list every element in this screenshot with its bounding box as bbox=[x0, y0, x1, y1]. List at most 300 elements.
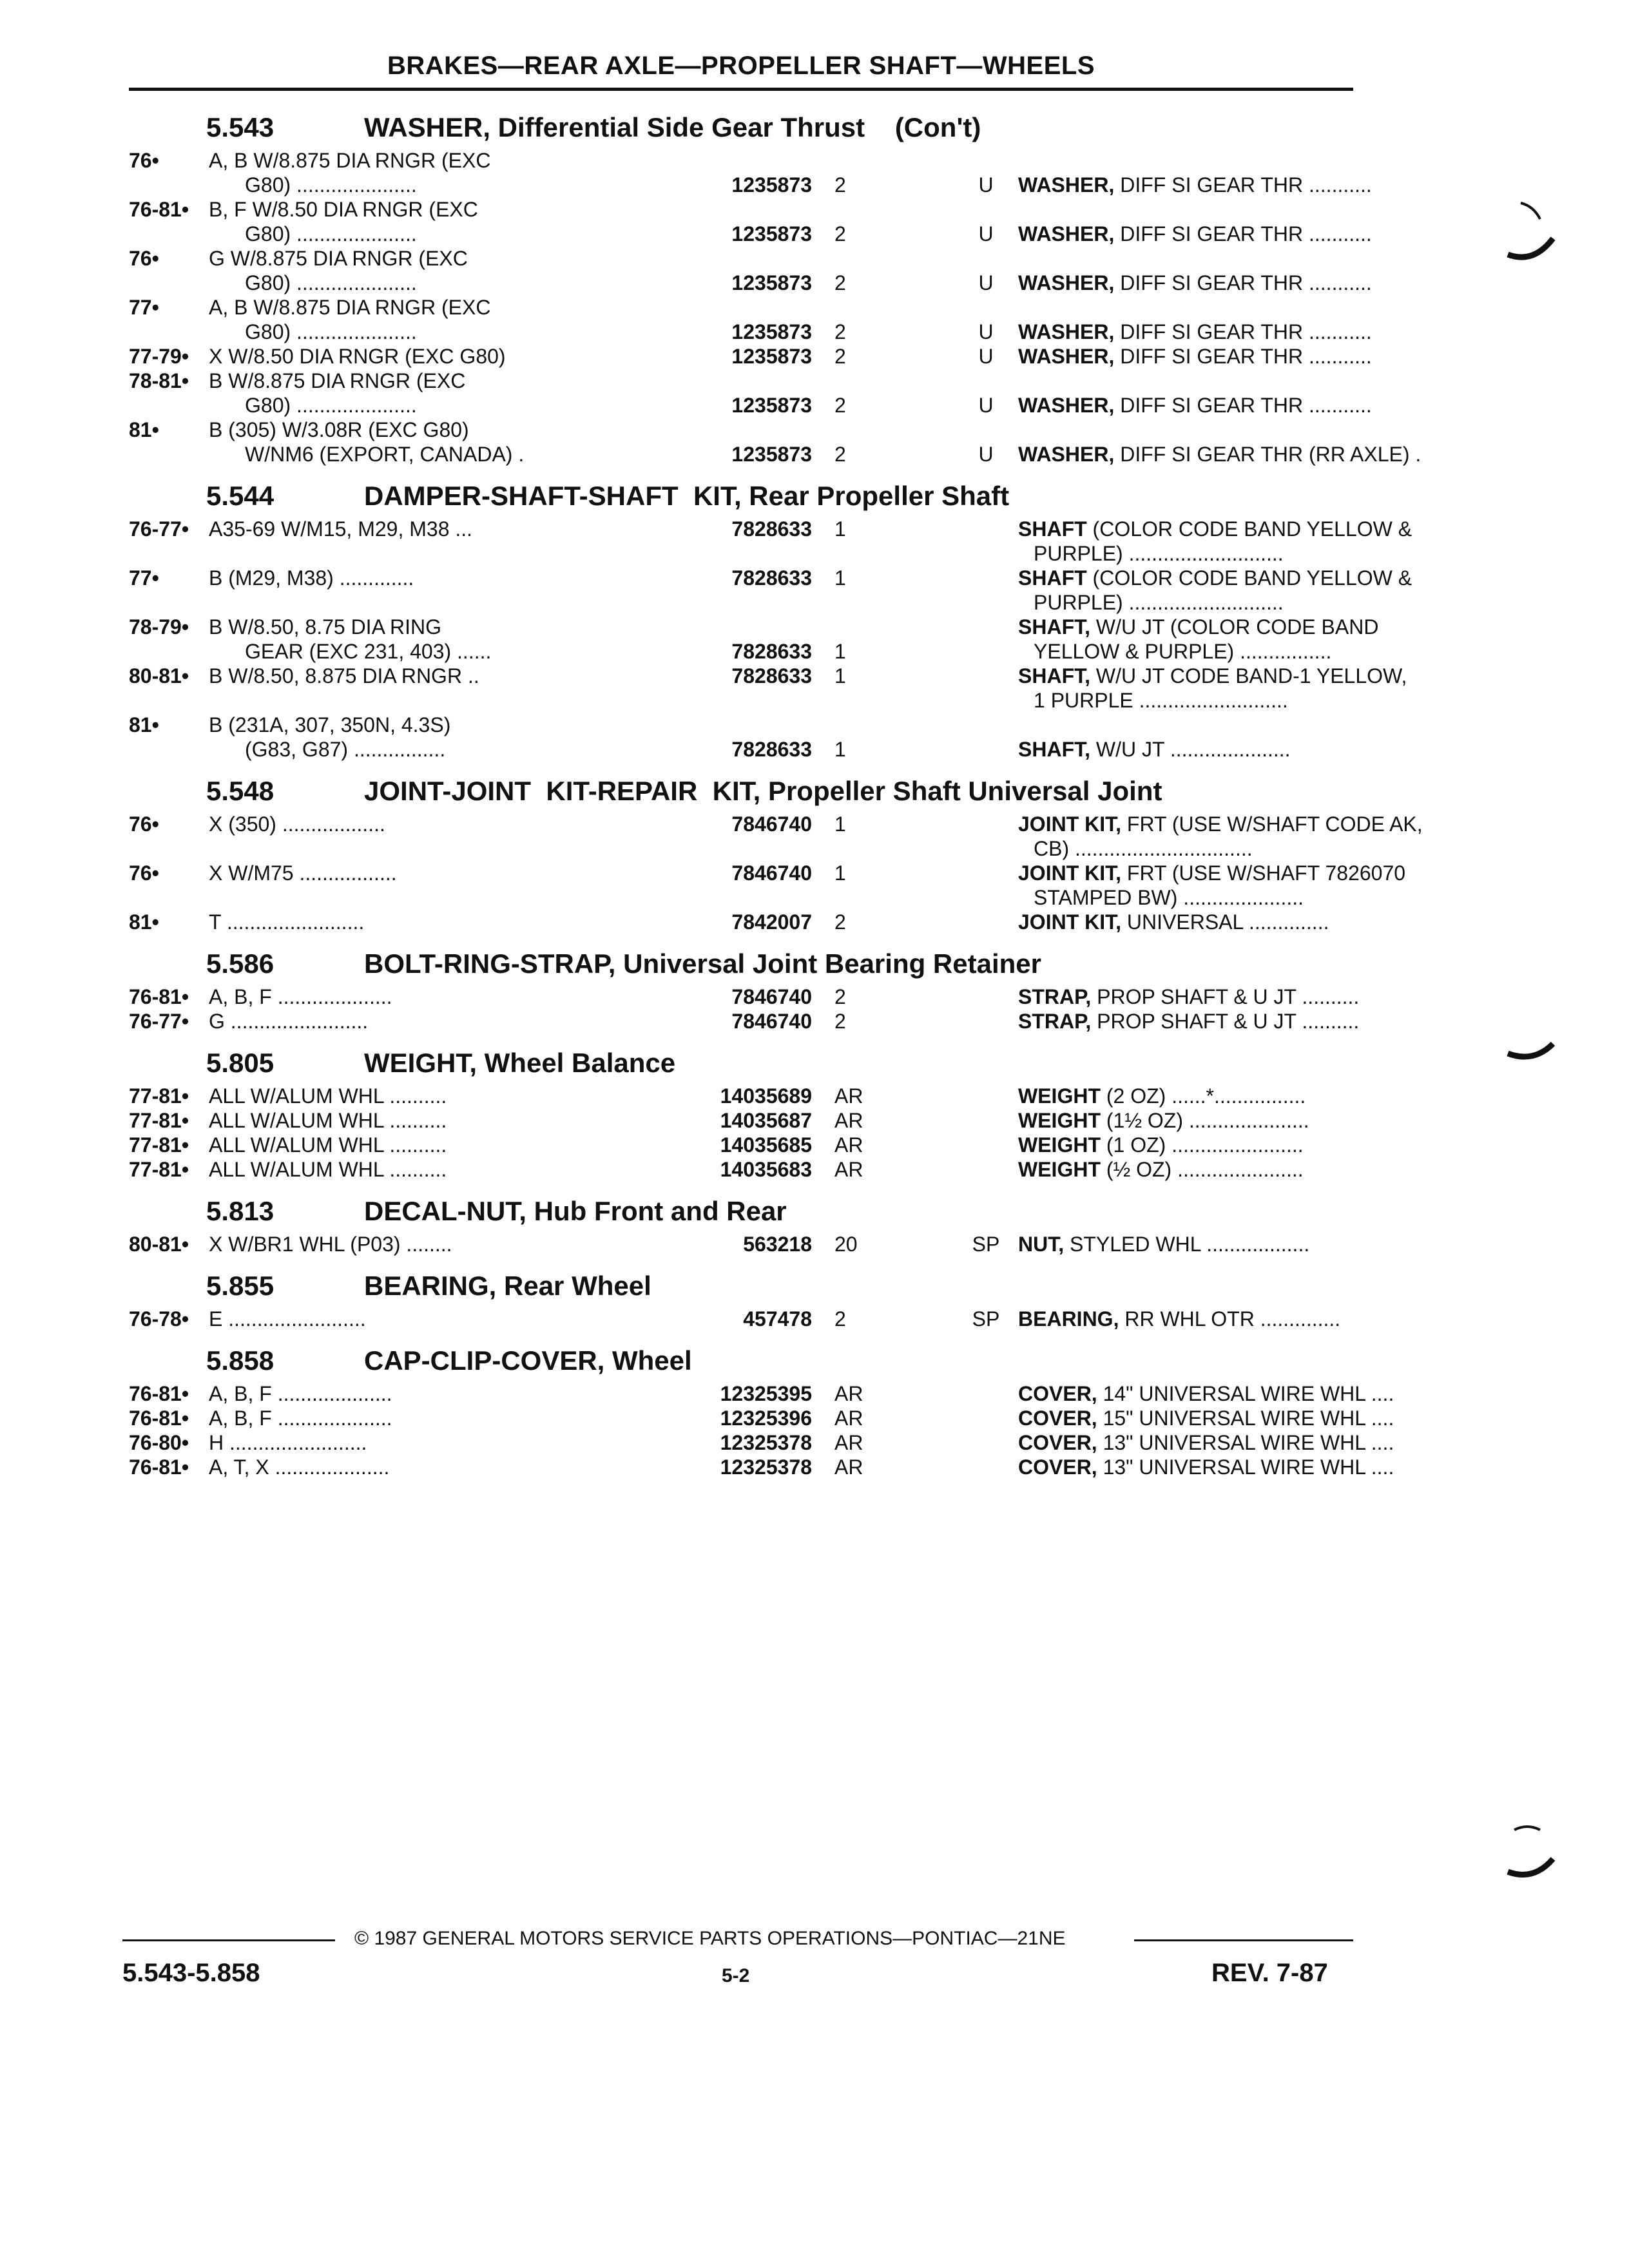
quantity: 2 bbox=[834, 173, 846, 197]
section-5-543 bbox=[129, 98, 1422, 466]
description-text: DIFF SI GEAR THR ........... bbox=[1114, 271, 1372, 294]
model-year: 77-81• bbox=[129, 1133, 189, 1157]
description bbox=[1018, 173, 1508, 197]
parts-list bbox=[129, 98, 1423, 1479]
parts-row bbox=[129, 1406, 1394, 1430]
description-text: DIFF SI GEAR THR (RR AXLE) . bbox=[1114, 443, 1422, 466]
description-text: (2 OZ) ......*................ bbox=[1100, 1084, 1306, 1108]
parts-row bbox=[129, 369, 1372, 418]
application-line-1: T ........................ bbox=[209, 910, 365, 934]
section-5-586 bbox=[129, 934, 1366, 1033]
description-text: W/U JT ..................... bbox=[1090, 738, 1291, 761]
section-number: 5.586 bbox=[206, 948, 275, 979]
description-noun: SHAFT, bbox=[1018, 738, 1090, 761]
quantity: 2 bbox=[834, 222, 846, 245]
footer-rule-right bbox=[1134, 1939, 1353, 1941]
application-line-1: H ........................ bbox=[209, 1431, 367, 1454]
parts-row bbox=[129, 713, 1366, 762]
application-line-1: B W/8.50, 8.875 DIA RNGR .. bbox=[209, 664, 479, 687]
description-noun: NUT, bbox=[1018, 1233, 1065, 1256]
description-text: 13" UNIVERSAL WIRE WHL .... bbox=[1097, 1456, 1394, 1479]
description-text: DIFF SI GEAR THR ........... bbox=[1114, 345, 1372, 368]
description-line-2: 1 PURPLE .......................... bbox=[1034, 689, 1288, 712]
parts-row bbox=[129, 1381, 1394, 1406]
section-title: WASHER, Differential Side Gear Thrust (Con't) bbox=[364, 112, 981, 142]
application-line-1: A35-69 W/M15, M29, M38 ... bbox=[209, 517, 473, 541]
description-text: PROP SHAFT & U JT .......... bbox=[1091, 985, 1360, 1008]
model-year: 76-77• bbox=[129, 517, 189, 541]
section-5-855 bbox=[129, 1256, 1366, 1331]
application-line-2: G80) ..................... bbox=[245, 271, 417, 294]
parts-row bbox=[129, 1133, 1366, 1157]
application-line-1: A, B, F .................... bbox=[209, 1382, 392, 1405]
page-title: BRAKES—REAR AXLE—PROPELLER SHAFT—WHEELS bbox=[387, 52, 1095, 80]
binder-hole-mark-2 bbox=[1501, 1031, 1579, 1082]
quantity: 1 bbox=[834, 664, 846, 687]
part-number: 1235873 bbox=[731, 394, 812, 417]
parts-row bbox=[129, 910, 1366, 934]
description-noun: WEIGHT bbox=[1018, 1158, 1101, 1181]
description bbox=[1018, 1108, 1508, 1133]
description-noun: SHAFT, bbox=[1018, 615, 1090, 639]
quantity: 2 bbox=[834, 910, 846, 934]
parts-row bbox=[129, 1232, 1366, 1256]
application-line-1: X W/BR1 WHL (P03) ........ bbox=[209, 1233, 452, 1256]
parts-row bbox=[129, 517, 1412, 566]
footer-range: 5.543-5.858 bbox=[122, 1959, 260, 1987]
application-line-1: B W/8.50, 8.75 DIA RING bbox=[209, 615, 442, 639]
application-line-2: G80) ..................... bbox=[245, 173, 417, 197]
section-number: 5.813 bbox=[206, 1196, 275, 1226]
part-number: 14035689 bbox=[720, 1084, 812, 1108]
model-year: 76• bbox=[129, 247, 159, 270]
parts-row bbox=[129, 1084, 1366, 1108]
section-number: 5.548 bbox=[206, 776, 275, 806]
parts-row bbox=[129, 197, 1372, 246]
description-text: STYLED WHL .................. bbox=[1064, 1233, 1310, 1256]
application-line-1: A, B W/8.875 DIA RNGR (EXC bbox=[209, 149, 491, 172]
footer-page-number: 5-2 bbox=[722, 1965, 750, 1986]
section-5-548 bbox=[129, 762, 1423, 934]
quantity: AR bbox=[834, 1133, 863, 1157]
quantity: 2 bbox=[834, 443, 846, 466]
description-noun: SHAFT, bbox=[1018, 664, 1090, 687]
application-line-2: G80) ..................... bbox=[245, 320, 417, 343]
description-text: FRT (USE W/SHAFT CODE AK, bbox=[1121, 812, 1423, 836]
quantity: 1 bbox=[834, 517, 846, 541]
description bbox=[1018, 320, 1508, 344]
footer-rule-left bbox=[122, 1939, 335, 1941]
usage-code: U bbox=[978, 345, 994, 368]
part-number: 12325378 bbox=[720, 1456, 812, 1479]
quantity: 1 bbox=[834, 566, 846, 590]
quantity: 1 bbox=[834, 640, 846, 663]
parts-row bbox=[129, 985, 1366, 1009]
description-text: RR WHL OTR .............. bbox=[1119, 1307, 1341, 1331]
application-line-1: X W/M75 ................. bbox=[209, 861, 397, 885]
description-line-1 bbox=[1018, 1381, 1508, 1406]
application-line-1: B, F W/8.50 DIA RNGR (EXC bbox=[209, 198, 478, 221]
model-year: 77• bbox=[129, 296, 159, 319]
description-line-1 bbox=[1018, 737, 1508, 762]
description-line-1 bbox=[1018, 566, 1508, 590]
section-title: DAMPER-SHAFT-SHAFT KIT, Rear Propeller Shaft bbox=[364, 481, 1010, 511]
section-header bbox=[129, 1033, 1366, 1084]
model-year: 76-81• bbox=[129, 1407, 189, 1430]
part-number: 7846740 bbox=[731, 812, 812, 836]
application-line-1: ALL W/ALUM WHL .......... bbox=[209, 1084, 447, 1108]
model-year: 76-80• bbox=[129, 1431, 189, 1454]
part-number: 1235873 bbox=[731, 271, 812, 294]
model-year: 76• bbox=[129, 812, 159, 836]
description bbox=[1018, 1455, 1508, 1479]
description-noun: COVER, bbox=[1018, 1382, 1097, 1405]
quantity: 1 bbox=[834, 812, 846, 836]
quantity: AR bbox=[834, 1158, 863, 1181]
parts-row bbox=[129, 861, 1406, 910]
description bbox=[1018, 812, 1508, 861]
description-line-1 bbox=[1018, 812, 1508, 836]
section-header bbox=[129, 1182, 1366, 1232]
parts-row bbox=[129, 615, 1379, 664]
description-noun: STRAP, bbox=[1018, 985, 1092, 1008]
parts-row bbox=[129, 1108, 1366, 1133]
description bbox=[1018, 737, 1508, 762]
model-year: 81• bbox=[129, 418, 159, 441]
section-number: 5.858 bbox=[206, 1345, 275, 1376]
footer-revision: REV. 7-87 bbox=[1211, 1959, 1328, 1987]
description-noun: WASHER, bbox=[1018, 394, 1115, 417]
description-line-2: PURPLE) ........................... bbox=[1034, 591, 1284, 614]
description-noun: STRAP, bbox=[1018, 1010, 1092, 1033]
usage-code: U bbox=[978, 443, 994, 466]
description bbox=[1018, 393, 1508, 418]
part-number: 457478 bbox=[743, 1307, 812, 1331]
section-number: 5.544 bbox=[206, 481, 275, 511]
model-year: 77-81• bbox=[129, 1109, 189, 1132]
section-5-858 bbox=[129, 1331, 1394, 1479]
parts-row bbox=[129, 812, 1423, 861]
description-line-1 bbox=[1018, 1232, 1508, 1256]
description-text: UNIVERSAL .............. bbox=[1121, 910, 1329, 934]
description-text: (1½ OZ) ..................... bbox=[1100, 1109, 1309, 1132]
model-year: 78-79• bbox=[129, 615, 189, 639]
description bbox=[1018, 442, 1508, 466]
description-noun: WASHER, bbox=[1018, 443, 1115, 466]
description-noun: WEIGHT bbox=[1018, 1084, 1101, 1108]
parts-row bbox=[129, 418, 1422, 466]
application-line-1: B (M29, M38) ............. bbox=[209, 566, 414, 590]
usage-code: U bbox=[978, 222, 994, 245]
part-number: 1235873 bbox=[731, 443, 812, 466]
application-line-2: GEAR (EXC 231, 403) ...... bbox=[245, 640, 492, 663]
part-number: 7828633 bbox=[731, 738, 812, 761]
section-title: BOLT-RING-STRAP, Universal Joint Bearing Retainer bbox=[364, 948, 1041, 979]
part-number: 7828633 bbox=[731, 566, 812, 590]
description-line-1 bbox=[1018, 1157, 1508, 1182]
application-line-1: A, B, F .................... bbox=[209, 985, 392, 1008]
description bbox=[1018, 1307, 1508, 1331]
part-number: 7846740 bbox=[731, 1010, 812, 1033]
description bbox=[1018, 517, 1508, 566]
description-noun: WASHER, bbox=[1018, 173, 1115, 197]
application-line-1: ALL W/ALUM WHL .......... bbox=[209, 1109, 447, 1132]
description-text: DIFF SI GEAR THR ........... bbox=[1114, 320, 1372, 343]
description-noun: COVER, bbox=[1018, 1456, 1097, 1479]
description-noun: WEIGHT bbox=[1018, 1109, 1101, 1132]
description-line-1 bbox=[1018, 271, 1508, 295]
section-title: BEARING, Rear Wheel bbox=[364, 1271, 651, 1301]
description bbox=[1018, 1133, 1508, 1157]
quantity: AR bbox=[834, 1431, 863, 1454]
model-year: 76-81• bbox=[129, 985, 189, 1008]
quantity: AR bbox=[834, 1109, 863, 1132]
description-noun: WASHER, bbox=[1018, 345, 1115, 368]
application-line-1: ALL W/ALUM WHL .......... bbox=[209, 1158, 447, 1181]
model-year: 77-79• bbox=[129, 345, 189, 368]
description-noun: SHAFT bbox=[1018, 517, 1087, 541]
description-line-1 bbox=[1018, 173, 1508, 197]
model-year: 76-81• bbox=[129, 1456, 189, 1479]
application-line-1: A, B, F .................... bbox=[209, 1407, 392, 1430]
description-text: DIFF SI GEAR THR ........... bbox=[1114, 173, 1372, 197]
description-noun: WEIGHT bbox=[1018, 1133, 1101, 1157]
application-line-2: G80) ..................... bbox=[245, 394, 417, 417]
part-number: 7846740 bbox=[731, 985, 812, 1008]
quantity: 2 bbox=[834, 985, 846, 1008]
description-text: 14" UNIVERSAL WIRE WHL .... bbox=[1097, 1382, 1394, 1405]
description-text: DIFF SI GEAR THR ........... bbox=[1114, 222, 1372, 245]
usage-code: SP bbox=[972, 1233, 1000, 1256]
model-year: 76• bbox=[129, 861, 159, 885]
part-number: 1235873 bbox=[731, 173, 812, 197]
parts-row bbox=[129, 1307, 1366, 1331]
description bbox=[1018, 615, 1508, 664]
application-line-2: (G83, G87) ................ bbox=[245, 738, 446, 761]
parts-row bbox=[129, 295, 1372, 344]
model-year: 80-81• bbox=[129, 664, 189, 687]
description-line-1 bbox=[1018, 1084, 1508, 1108]
quantity: 2 bbox=[834, 394, 846, 417]
application-line-1: G ........................ bbox=[209, 1010, 369, 1033]
application-line-1: X W/8.50 DIA RNGR (EXC G80) bbox=[209, 345, 506, 368]
quantity: 20 bbox=[834, 1233, 858, 1256]
model-year: 77-81• bbox=[129, 1158, 189, 1181]
description-noun: WASHER, bbox=[1018, 271, 1115, 294]
header-rule bbox=[129, 88, 1353, 91]
description-line-1 bbox=[1018, 320, 1508, 344]
description bbox=[1018, 1232, 1508, 1256]
description-text: (COLOR CODE BAND YELLOW & bbox=[1086, 566, 1412, 590]
usage-code: U bbox=[978, 271, 994, 294]
parts-row bbox=[129, 1009, 1366, 1033]
description-text: (½ OZ) ...................... bbox=[1100, 1158, 1304, 1181]
footer-copyright: © 1987 GENERAL MOTORS SERVICE PARTS OPERATIONS—PONTIAC—21NE bbox=[354, 1928, 1066, 1949]
usage-code: SP bbox=[972, 1307, 1000, 1331]
quantity: AR bbox=[834, 1407, 863, 1430]
model-year: 76-78• bbox=[129, 1307, 189, 1331]
part-number: 12325396 bbox=[720, 1407, 812, 1430]
part-number: 12325395 bbox=[720, 1382, 812, 1405]
parts-row bbox=[129, 1157, 1366, 1182]
application-line-1: E ........................ bbox=[209, 1307, 366, 1331]
description bbox=[1018, 1430, 1508, 1455]
parts-row bbox=[129, 1455, 1394, 1479]
section-title: CAP-CLIP-COVER, Wheel bbox=[364, 1345, 692, 1376]
description-noun: COVER, bbox=[1018, 1431, 1097, 1454]
part-number: 14035683 bbox=[720, 1158, 812, 1181]
application-line-1: B (305) W/3.08R (EXC G80) bbox=[209, 418, 469, 441]
description-line-2: YELLOW & PURPLE) ................ bbox=[1034, 640, 1332, 663]
part-number: 7828633 bbox=[731, 664, 812, 687]
description-noun: JOINT KIT, bbox=[1018, 812, 1122, 836]
quantity: AR bbox=[834, 1084, 863, 1108]
description-line-1 bbox=[1018, 344, 1508, 369]
quantity: 2 bbox=[834, 320, 846, 343]
quantity: AR bbox=[834, 1456, 863, 1479]
description-line-1 bbox=[1018, 1133, 1508, 1157]
parts-row bbox=[129, 246, 1372, 295]
description-noun: JOINT KIT, bbox=[1018, 910, 1122, 934]
description-line-1 bbox=[1018, 985, 1508, 1009]
application-line-2: G80) ..................... bbox=[245, 222, 417, 245]
model-year: 76-77• bbox=[129, 1010, 189, 1033]
part-number: 7846740 bbox=[731, 861, 812, 885]
quantity: 2 bbox=[834, 345, 846, 368]
description-noun: COVER, bbox=[1018, 1407, 1097, 1430]
quantity: 2 bbox=[834, 271, 846, 294]
part-number: 7842007 bbox=[731, 910, 812, 934]
application-line-1: A, T, X .................... bbox=[209, 1456, 390, 1479]
section-5-805 bbox=[129, 1033, 1366, 1182]
description-noun: BEARING, bbox=[1018, 1307, 1119, 1331]
part-number: 7828633 bbox=[731, 517, 812, 541]
section-number: 5.855 bbox=[206, 1271, 275, 1301]
section-title: DECAL-NUT, Hub Front and Rear bbox=[364, 1196, 787, 1226]
description-noun: SHAFT bbox=[1018, 566, 1087, 590]
model-year: 81• bbox=[129, 910, 159, 934]
description bbox=[1018, 1009, 1508, 1033]
description-text: 13" UNIVERSAL WIRE WHL .... bbox=[1097, 1431, 1394, 1454]
description bbox=[1018, 1084, 1508, 1108]
part-number: 12325378 bbox=[720, 1431, 812, 1454]
application-line-1: ALL W/ALUM WHL .......... bbox=[209, 1133, 447, 1157]
section-header bbox=[129, 1331, 1366, 1381]
model-year: 76-81• bbox=[129, 1382, 189, 1405]
description-noun: JOINT KIT, bbox=[1018, 861, 1122, 885]
application-line-2: W/NM6 (EXPORT, CANADA) . bbox=[245, 443, 525, 466]
section-header bbox=[129, 466, 1366, 517]
section-header bbox=[129, 762, 1366, 812]
section-header bbox=[129, 98, 1366, 148]
part-number: 14035685 bbox=[720, 1133, 812, 1157]
usage-code: U bbox=[978, 173, 994, 197]
part-number: 7828633 bbox=[731, 640, 812, 663]
description-text: W/U JT (COLOR CODE BAND bbox=[1090, 615, 1379, 639]
application-line-1: G W/8.875 DIA RNGR (EXC bbox=[209, 247, 468, 270]
description-line-2: STAMPED BW) ..................... bbox=[1034, 886, 1304, 909]
application-line-1: B W/8.875 DIA RNGR (EXC bbox=[209, 369, 466, 392]
description-line-1 bbox=[1018, 442, 1508, 466]
section-5-544 bbox=[129, 466, 1412, 762]
quantity: 2 bbox=[834, 1307, 846, 1331]
description-line-1 bbox=[1018, 1406, 1508, 1430]
description bbox=[1018, 566, 1508, 615]
model-year: 77-81• bbox=[129, 1084, 189, 1108]
section-number: 5.543 bbox=[206, 112, 275, 142]
parts-row bbox=[129, 664, 1407, 713]
description-text: 15" UNIVERSAL WIRE WHL .... bbox=[1097, 1407, 1394, 1430]
description-line-1 bbox=[1018, 1009, 1508, 1033]
description-line-2: PURPLE) ........................... bbox=[1034, 542, 1284, 565]
description bbox=[1018, 1381, 1508, 1406]
description-line-1 bbox=[1018, 664, 1508, 688]
parts-row bbox=[129, 1430, 1394, 1455]
model-year: 81• bbox=[129, 713, 159, 736]
description bbox=[1018, 344, 1508, 369]
quantity: 2 bbox=[834, 1010, 846, 1033]
section-title: WEIGHT, Wheel Balance bbox=[364, 1048, 676, 1078]
description-line-1 bbox=[1018, 1108, 1508, 1133]
description bbox=[1018, 985, 1508, 1009]
part-number: 1235873 bbox=[731, 320, 812, 343]
description bbox=[1018, 1157, 1508, 1182]
binder-hole-mark-3 bbox=[1501, 1804, 1579, 1894]
model-year: 78-81• bbox=[129, 369, 189, 392]
application-line-1: A, B W/8.875 DIA RNGR (EXC bbox=[209, 296, 491, 319]
model-year: 77• bbox=[129, 566, 159, 590]
description bbox=[1018, 664, 1508, 713]
quantity: AR bbox=[834, 1382, 863, 1405]
model-year: 80-81• bbox=[129, 1233, 189, 1256]
section-header bbox=[129, 934, 1366, 985]
description-text: FRT (USE W/SHAFT 7826070 bbox=[1121, 861, 1406, 885]
application-line-1: B (231A, 307, 350N, 4.3S) bbox=[209, 713, 451, 736]
parts-row bbox=[129, 148, 1372, 197]
description-text: PROP SHAFT & U JT .......... bbox=[1091, 1010, 1360, 1033]
description-text: DIFF SI GEAR THR ........... bbox=[1114, 394, 1372, 417]
model-year: 76-81• bbox=[129, 198, 189, 221]
section-number: 5.805 bbox=[206, 1048, 275, 1078]
quantity: 1 bbox=[834, 738, 846, 761]
description-line-1 bbox=[1018, 1307, 1508, 1331]
section-5-813 bbox=[129, 1182, 1366, 1256]
part-number: 563218 bbox=[743, 1233, 812, 1256]
description-text: (COLOR CODE BAND YELLOW & bbox=[1086, 517, 1412, 541]
application-line-1: X (350) .................. bbox=[209, 812, 385, 836]
description-line-1 bbox=[1018, 861, 1508, 885]
part-number: 14035687 bbox=[720, 1109, 812, 1132]
parts-row bbox=[129, 566, 1412, 615]
section-title: JOINT-JOINT KIT-REPAIR KIT, Propeller Shaft Universal Joint bbox=[364, 776, 1162, 806]
description-line-1 bbox=[1018, 517, 1508, 541]
description-noun: WASHER, bbox=[1018, 320, 1115, 343]
part-number: 1235873 bbox=[731, 222, 812, 245]
description bbox=[1018, 222, 1508, 246]
description bbox=[1018, 910, 1508, 934]
description-noun: WASHER, bbox=[1018, 222, 1115, 245]
parts-row bbox=[129, 344, 1372, 369]
usage-code: U bbox=[978, 394, 994, 417]
model-year: 76• bbox=[129, 149, 159, 172]
description-line-1 bbox=[1018, 1430, 1508, 1455]
description-text: (1 OZ) ....................... bbox=[1100, 1133, 1304, 1157]
description-text: W/U JT CODE BAND-1 YELLOW, bbox=[1090, 664, 1407, 687]
binder-hole-mark-1 bbox=[1501, 193, 1579, 271]
description-line-1 bbox=[1018, 910, 1508, 934]
usage-code: U bbox=[978, 320, 994, 343]
description-line-1 bbox=[1018, 1455, 1508, 1479]
